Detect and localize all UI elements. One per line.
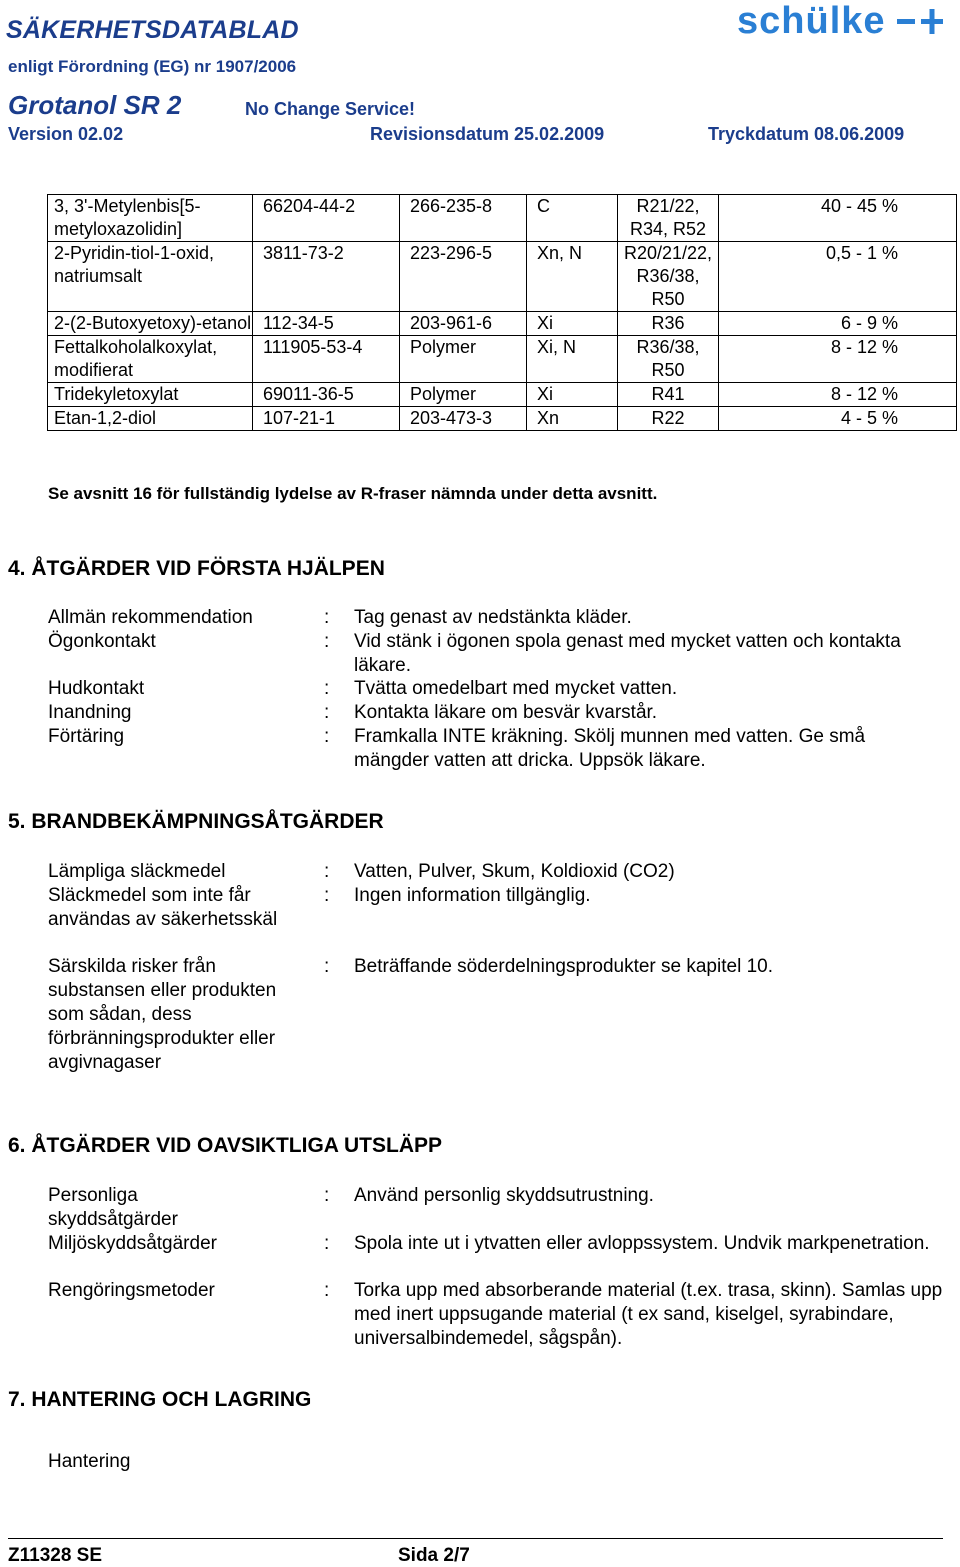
item-label: Släckmedel som inte får användas av säkerhetsskäl (48, 885, 278, 930)
hazard-symbol: Xn, N (527, 242, 618, 312)
item-colon: : (324, 678, 330, 699)
item-value: Torka upp med absorberande material (t.ex. trasa, skinn). Samlas upp med inert uppsugande material (t ex sand, kiselgel, syrabindare, universalbindemedel, sågspån). (354, 1280, 943, 1349)
item-colon: : (324, 956, 330, 977)
substance-name: 2-Pyridin-tiol-1-oxid, natriumsalt (48, 242, 253, 312)
substance-name: Tridekyletoxylat (48, 383, 253, 407)
item-label: Hudkontakt (48, 678, 145, 699)
item-colon: : (324, 1233, 330, 1254)
ec-number: 223-296-5 (400, 242, 527, 312)
concentration: 0,5 - 1 % (719, 242, 957, 312)
cas-number: 111905-53-4 (253, 336, 400, 383)
section-4-title: 4. ÅTGÄRDER VID FÖRSTA HJÄLPEN (8, 557, 385, 580)
table-row (48, 336, 957, 383)
item-label: Förtäring (48, 726, 125, 747)
section-6-title: 6. ÅTGÄRDER VID OAVSIKTLIGA UTSLÄPP (8, 1134, 443, 1157)
section-7-subheading: Hantering (48, 1451, 131, 1472)
regulation-text: enligt Förordning (EG) nr 1907/2006 (8, 57, 297, 76)
item-colon: : (324, 702, 330, 723)
document-title: SÄKERHETSDATABLAD (6, 16, 299, 44)
item-value: Ingen information tillgänglig. (354, 885, 591, 906)
item-colon: : (324, 726, 330, 747)
section-5-title: 5. BRANDBEKÄMPNINGSÅTGÄRDER (8, 810, 384, 833)
item-label: Personliga skyddsåtgärder (48, 1185, 178, 1230)
item-colon: : (324, 861, 330, 882)
concentration: 6 - 9 % (719, 312, 957, 336)
ec-number: 203-473-3 (400, 407, 527, 431)
cas-number: 3811-73-2 (253, 242, 400, 312)
brand-logo: schülke (737, 0, 886, 42)
item-label: Lämpliga släckmedel (48, 861, 226, 882)
r-phrases: R41 (618, 383, 719, 407)
item-label: Ögonkontakt (48, 631, 156, 652)
hazard-symbol: Xi (527, 312, 618, 336)
cas-number: 112-34-5 (253, 312, 400, 336)
product-name: Grotanol SR 2 (8, 90, 182, 120)
item-label: Inandning (48, 702, 132, 723)
cas-number: 69011-36-5 (253, 383, 400, 407)
table-row (48, 312, 957, 336)
substance-name: 2-(2-Butoxyetoxy)-etanol (48, 312, 253, 336)
ec-number: 203-961-6 (400, 312, 527, 336)
ec-number: Polymer (400, 336, 527, 383)
r-phrases: R36 (618, 312, 719, 336)
concentration: 8 - 12 % (719, 336, 957, 383)
concentration: 40 - 45 % (719, 195, 957, 242)
item-value: Beträffande söderdelningsprodukter se kapitel 10. (354, 956, 773, 977)
r-phrase-note: Se avsnitt 16 för fullständig lydelse av R-fraser nämnda under detta avsnitt. (48, 484, 658, 503)
item-colon: : (324, 1280, 330, 1301)
item-colon: : (324, 1185, 330, 1206)
r-phrases: R20/21/22, R36/38, R50 (618, 242, 719, 312)
table-row (48, 383, 957, 407)
item-colon: : (324, 631, 330, 652)
cas-number: 107-21-1 (253, 407, 400, 431)
item-label: Rengöringsmetoder (48, 1280, 215, 1301)
item-label: Miljöskyddsåtgärder (48, 1233, 217, 1254)
r-phrases: R36/38, R50 (618, 336, 719, 383)
item-colon: : (324, 607, 330, 628)
footer-divider (8, 1538, 943, 1539)
logo-mark-icon (895, 6, 945, 36)
concentration: 8 - 12 % (719, 383, 957, 407)
item-value: Kontakta läkare om besvär kvarstår. (354, 702, 658, 723)
r-phrases: R22 (618, 407, 719, 431)
version-text: Version 02.02 (8, 124, 124, 144)
item-value: Vid stänk i ögonen spola genast med mycket vatten och kontakta läkare. (354, 631, 901, 676)
item-label: Särskilda risker från substansen eller produkten som sådan, dess förbränningsprodukter eller avgivnagaser (48, 956, 277, 1073)
table-row (48, 407, 957, 431)
ec-number: Polymer (400, 383, 527, 407)
item-value: Använd personlig skyddsutrustning. (354, 1185, 654, 1206)
item-value: Spola inte ut i ytvatten eller avloppssystem. Undvik markpenetration. (354, 1233, 930, 1254)
table-row (48, 242, 957, 312)
item-colon: : (324, 885, 330, 906)
composition-table (47, 194, 957, 431)
print-date: Tryckdatum 08.06.2009 (708, 124, 905, 144)
section-7-title: 7. HANTERING OCH LAGRING (8, 1388, 312, 1411)
hazard-symbol: Xi, N (527, 336, 618, 383)
ec-number: 266-235-8 (400, 195, 527, 242)
cas-number: 66204-44-2 (253, 195, 400, 242)
concentration: 4 - 5 % (719, 407, 957, 431)
page-number: Sida 2/7 (398, 1545, 470, 1566)
hazard-symbol: Xi (527, 383, 618, 407)
item-label: Allmän rekommendation (48, 607, 253, 628)
revision-date: Revisionsdatum 25.02.2009 (370, 124, 605, 144)
item-value: Tag genast av nedstänkta kläder. (354, 607, 632, 628)
hazard-symbol: C (527, 195, 618, 242)
substance-name: 3, 3'-Metylenbis[5-metyloxazolidin] (48, 195, 253, 242)
substance-name: Etan-1,2-diol (48, 407, 253, 431)
hazard-symbol: Xn (527, 407, 618, 431)
document-code: Z11328 SE (8, 1545, 103, 1566)
item-value: Vatten, Pulver, Skum, Koldioxid (CO2) (354, 861, 675, 882)
item-value: Tvätta omedelbart med mycket vatten. (354, 678, 678, 699)
substance-name: Fettalkoholalkoxylat, modifierat (48, 336, 253, 383)
item-value: Framkalla INTE kräkning. Skölj munnen med vatten. Ge små mängder vatten att dricka. Uppsök läkare. (354, 726, 866, 771)
service-text: No Change Service! (245, 99, 416, 119)
table-row (48, 195, 957, 242)
r-phrases: R21/22, R34, R52 (618, 195, 719, 242)
